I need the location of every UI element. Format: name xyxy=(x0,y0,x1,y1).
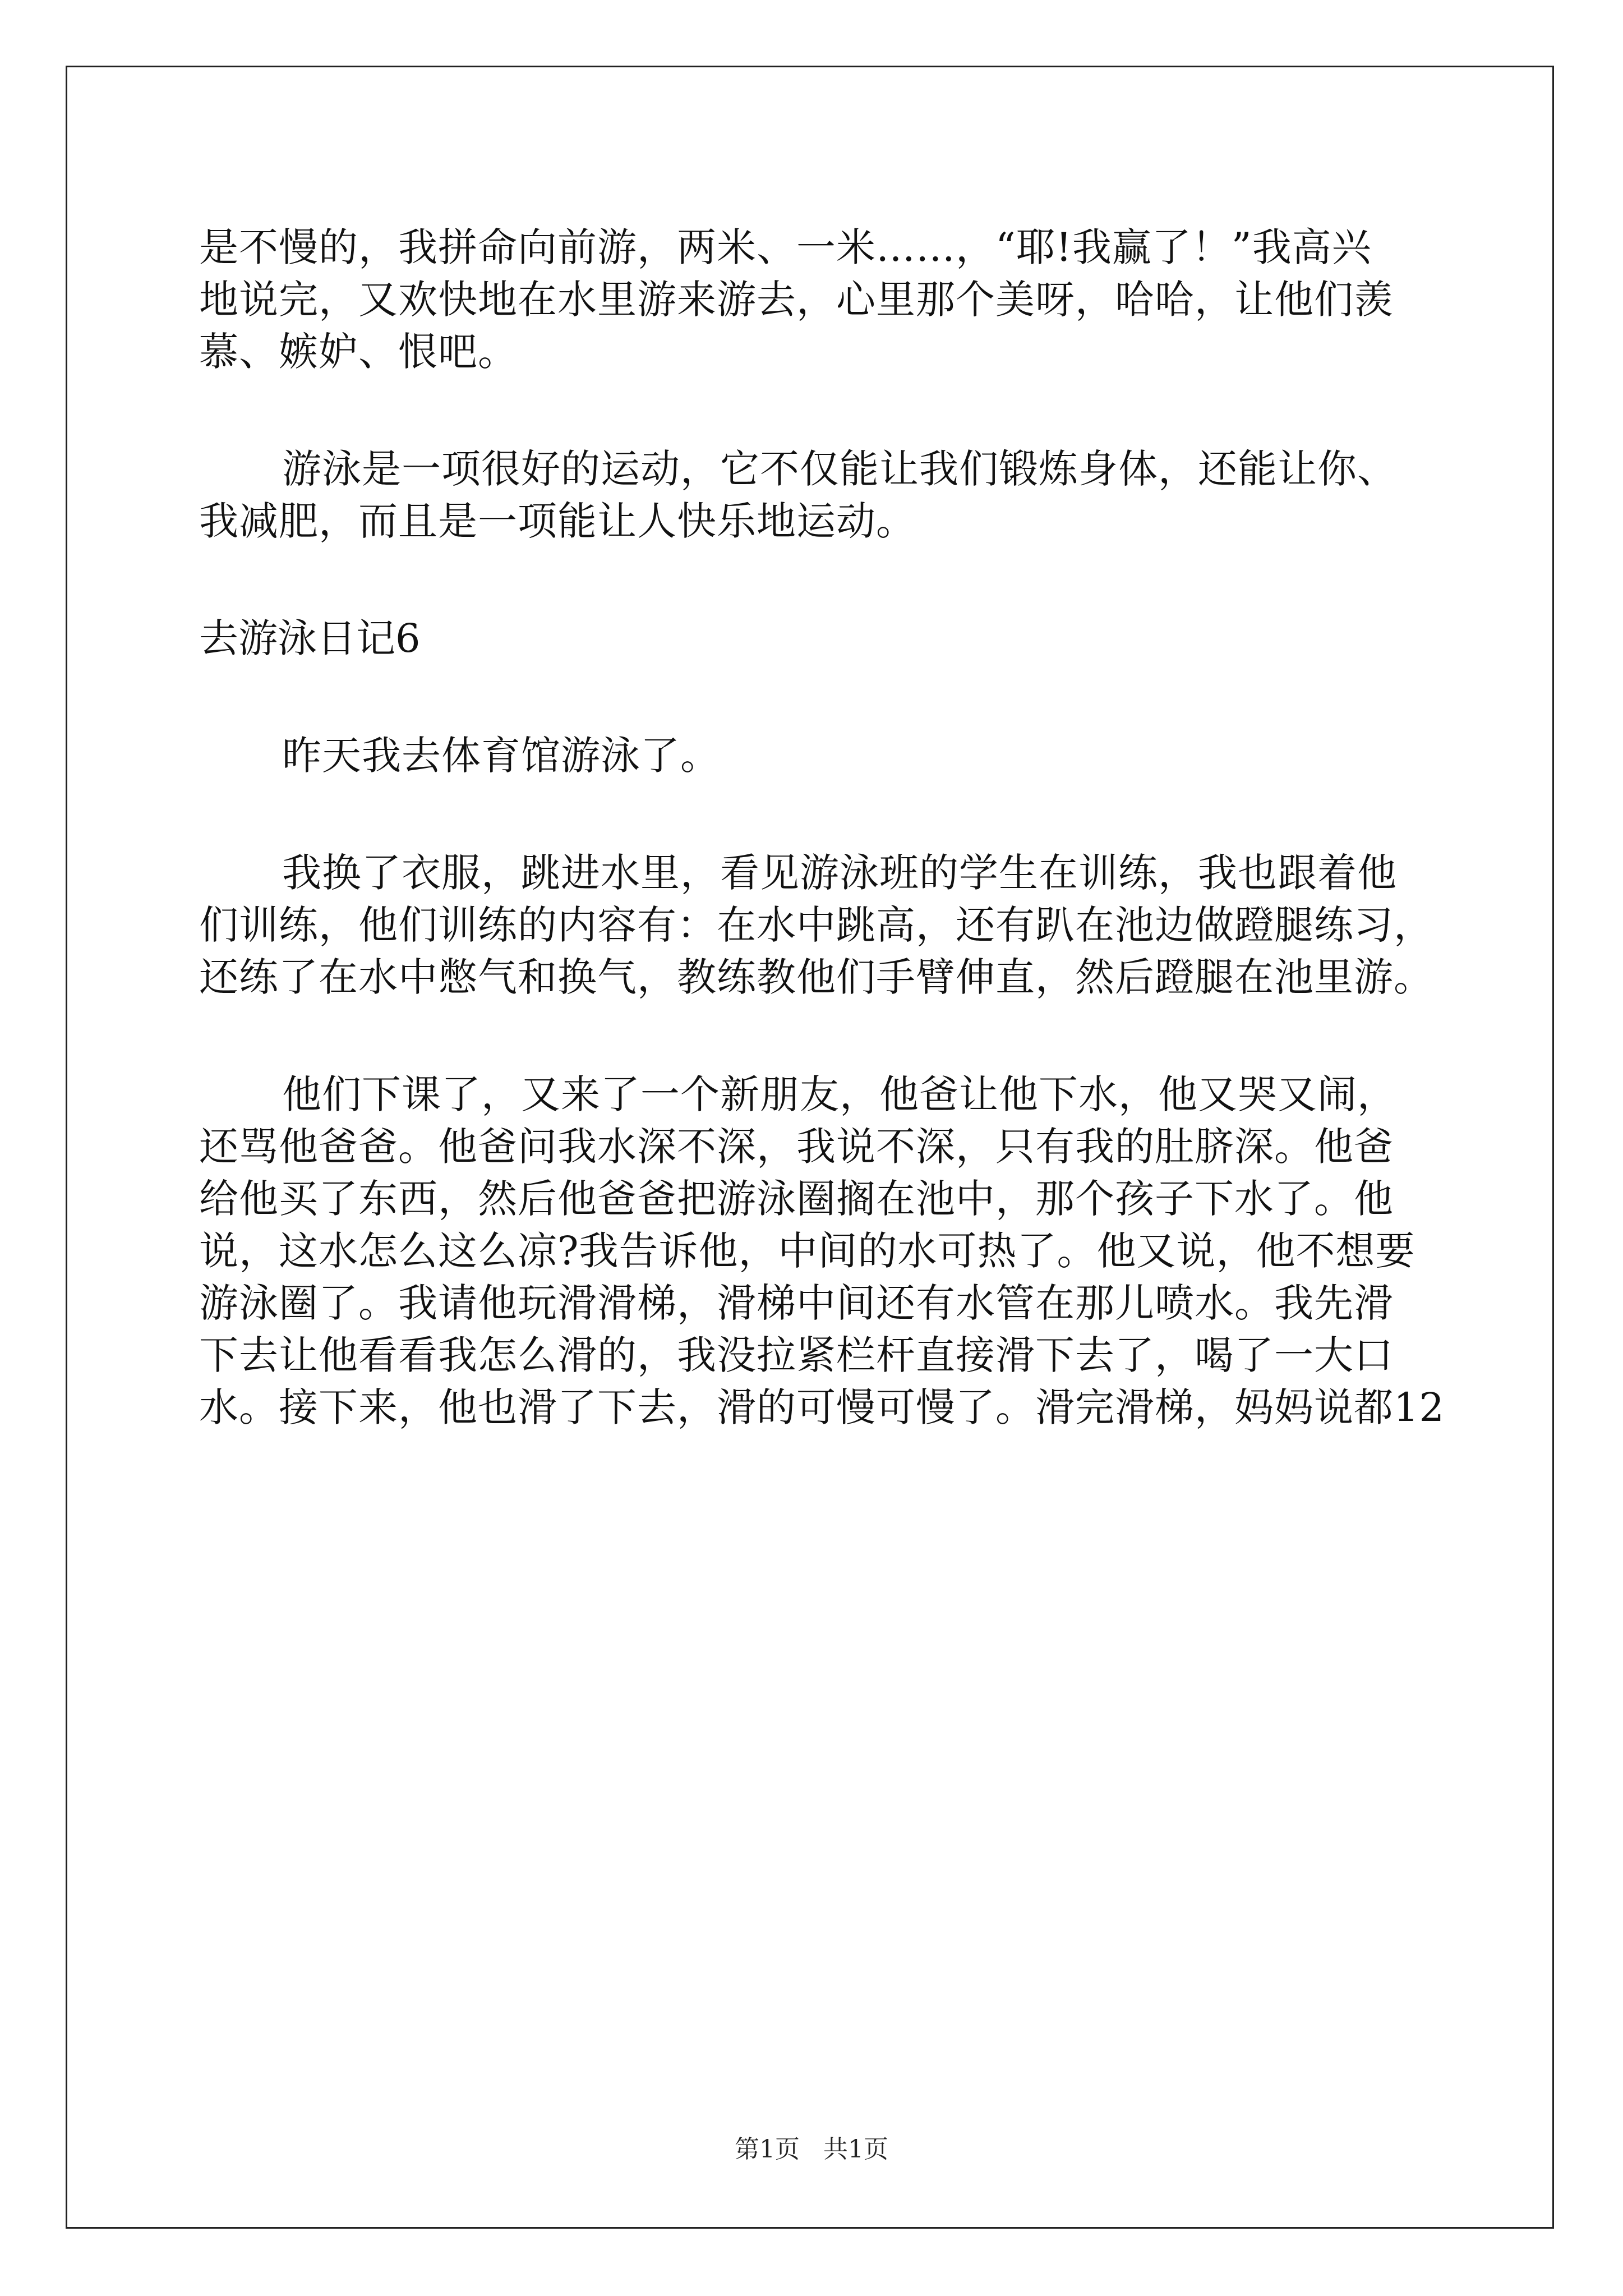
text-line: 我减肥，而且是一项能让人快乐地运动。 xyxy=(199,498,916,544)
text-line: 说，这水怎么这么凉?我告诉他，中间的水可热了。他又说，他不想要 xyxy=(199,1228,1415,1274)
text-line: 他们下课了，又来了一个新朋友，他爸让他下水，他又哭又闹， xyxy=(282,1071,1397,1117)
paragraph xyxy=(199,222,1433,378)
text-line: 地说完，又欢快地在水里游来游去，心里那个美呀，哈哈，让他们羡 xyxy=(199,277,1394,323)
page-number: 第1页 xyxy=(735,2135,800,2164)
text-line: 下去让他看看我怎么滑的，我没拉紧栏杆直接滑下去了，喝了一大口 xyxy=(199,1332,1394,1378)
text-line: 水。接下来，他也滑了下去，滑的可慢可慢了。滑完滑梯，妈妈说都12 xyxy=(199,1384,1445,1430)
document-body xyxy=(199,222,1445,1434)
text-line: 慕、嫉妒、恨吧。 xyxy=(199,329,518,375)
text-line: 游泳是一项很好的运动，它不仅能让我们锻炼身体，还能让你、 xyxy=(282,446,1397,492)
paragraph xyxy=(199,730,1433,782)
text-line: 们训练，他们训练的内容有：在水中跳高，还有趴在池边做蹬腿练习， xyxy=(199,902,1433,948)
paragraph xyxy=(199,847,1433,1004)
text-line: 昨天我去体育馆游泳了。 xyxy=(282,733,720,779)
text-line: 我换了衣服，跳进水里，看见游泳班的学生在训练，我也跟着他 xyxy=(282,850,1397,896)
section-heading: 去游泳日记6 xyxy=(199,615,421,661)
paragraph xyxy=(199,443,1433,547)
page-total: 共1页 xyxy=(823,2135,888,2164)
text-line: 还练了在水中憋气和换气，教练教他们手臂伸直，然后蹬腿在池里游。 xyxy=(199,954,1433,1000)
text-line: 游泳圈了。我请他玩滑滑梯，滑梯中间还有水管在那儿喷水。我先滑 xyxy=(199,1280,1394,1326)
text-line: 是不慢的，我拼命向前游，两米、一米……，“耶!我赢了！”我高兴 xyxy=(199,224,1372,270)
page-footer xyxy=(0,2129,1623,2165)
text-line: 给他买了东西，然后他爸爸把游泳圈搁在池中，那个孩子下水了。他 xyxy=(199,1176,1394,1222)
text-line: 还骂他爸爸。他爸问我水深不深，我说不深，只有我的肚脐深。他爸 xyxy=(199,1124,1394,1170)
section-heading-block xyxy=(199,613,1433,665)
paragraph xyxy=(199,1069,1445,1434)
